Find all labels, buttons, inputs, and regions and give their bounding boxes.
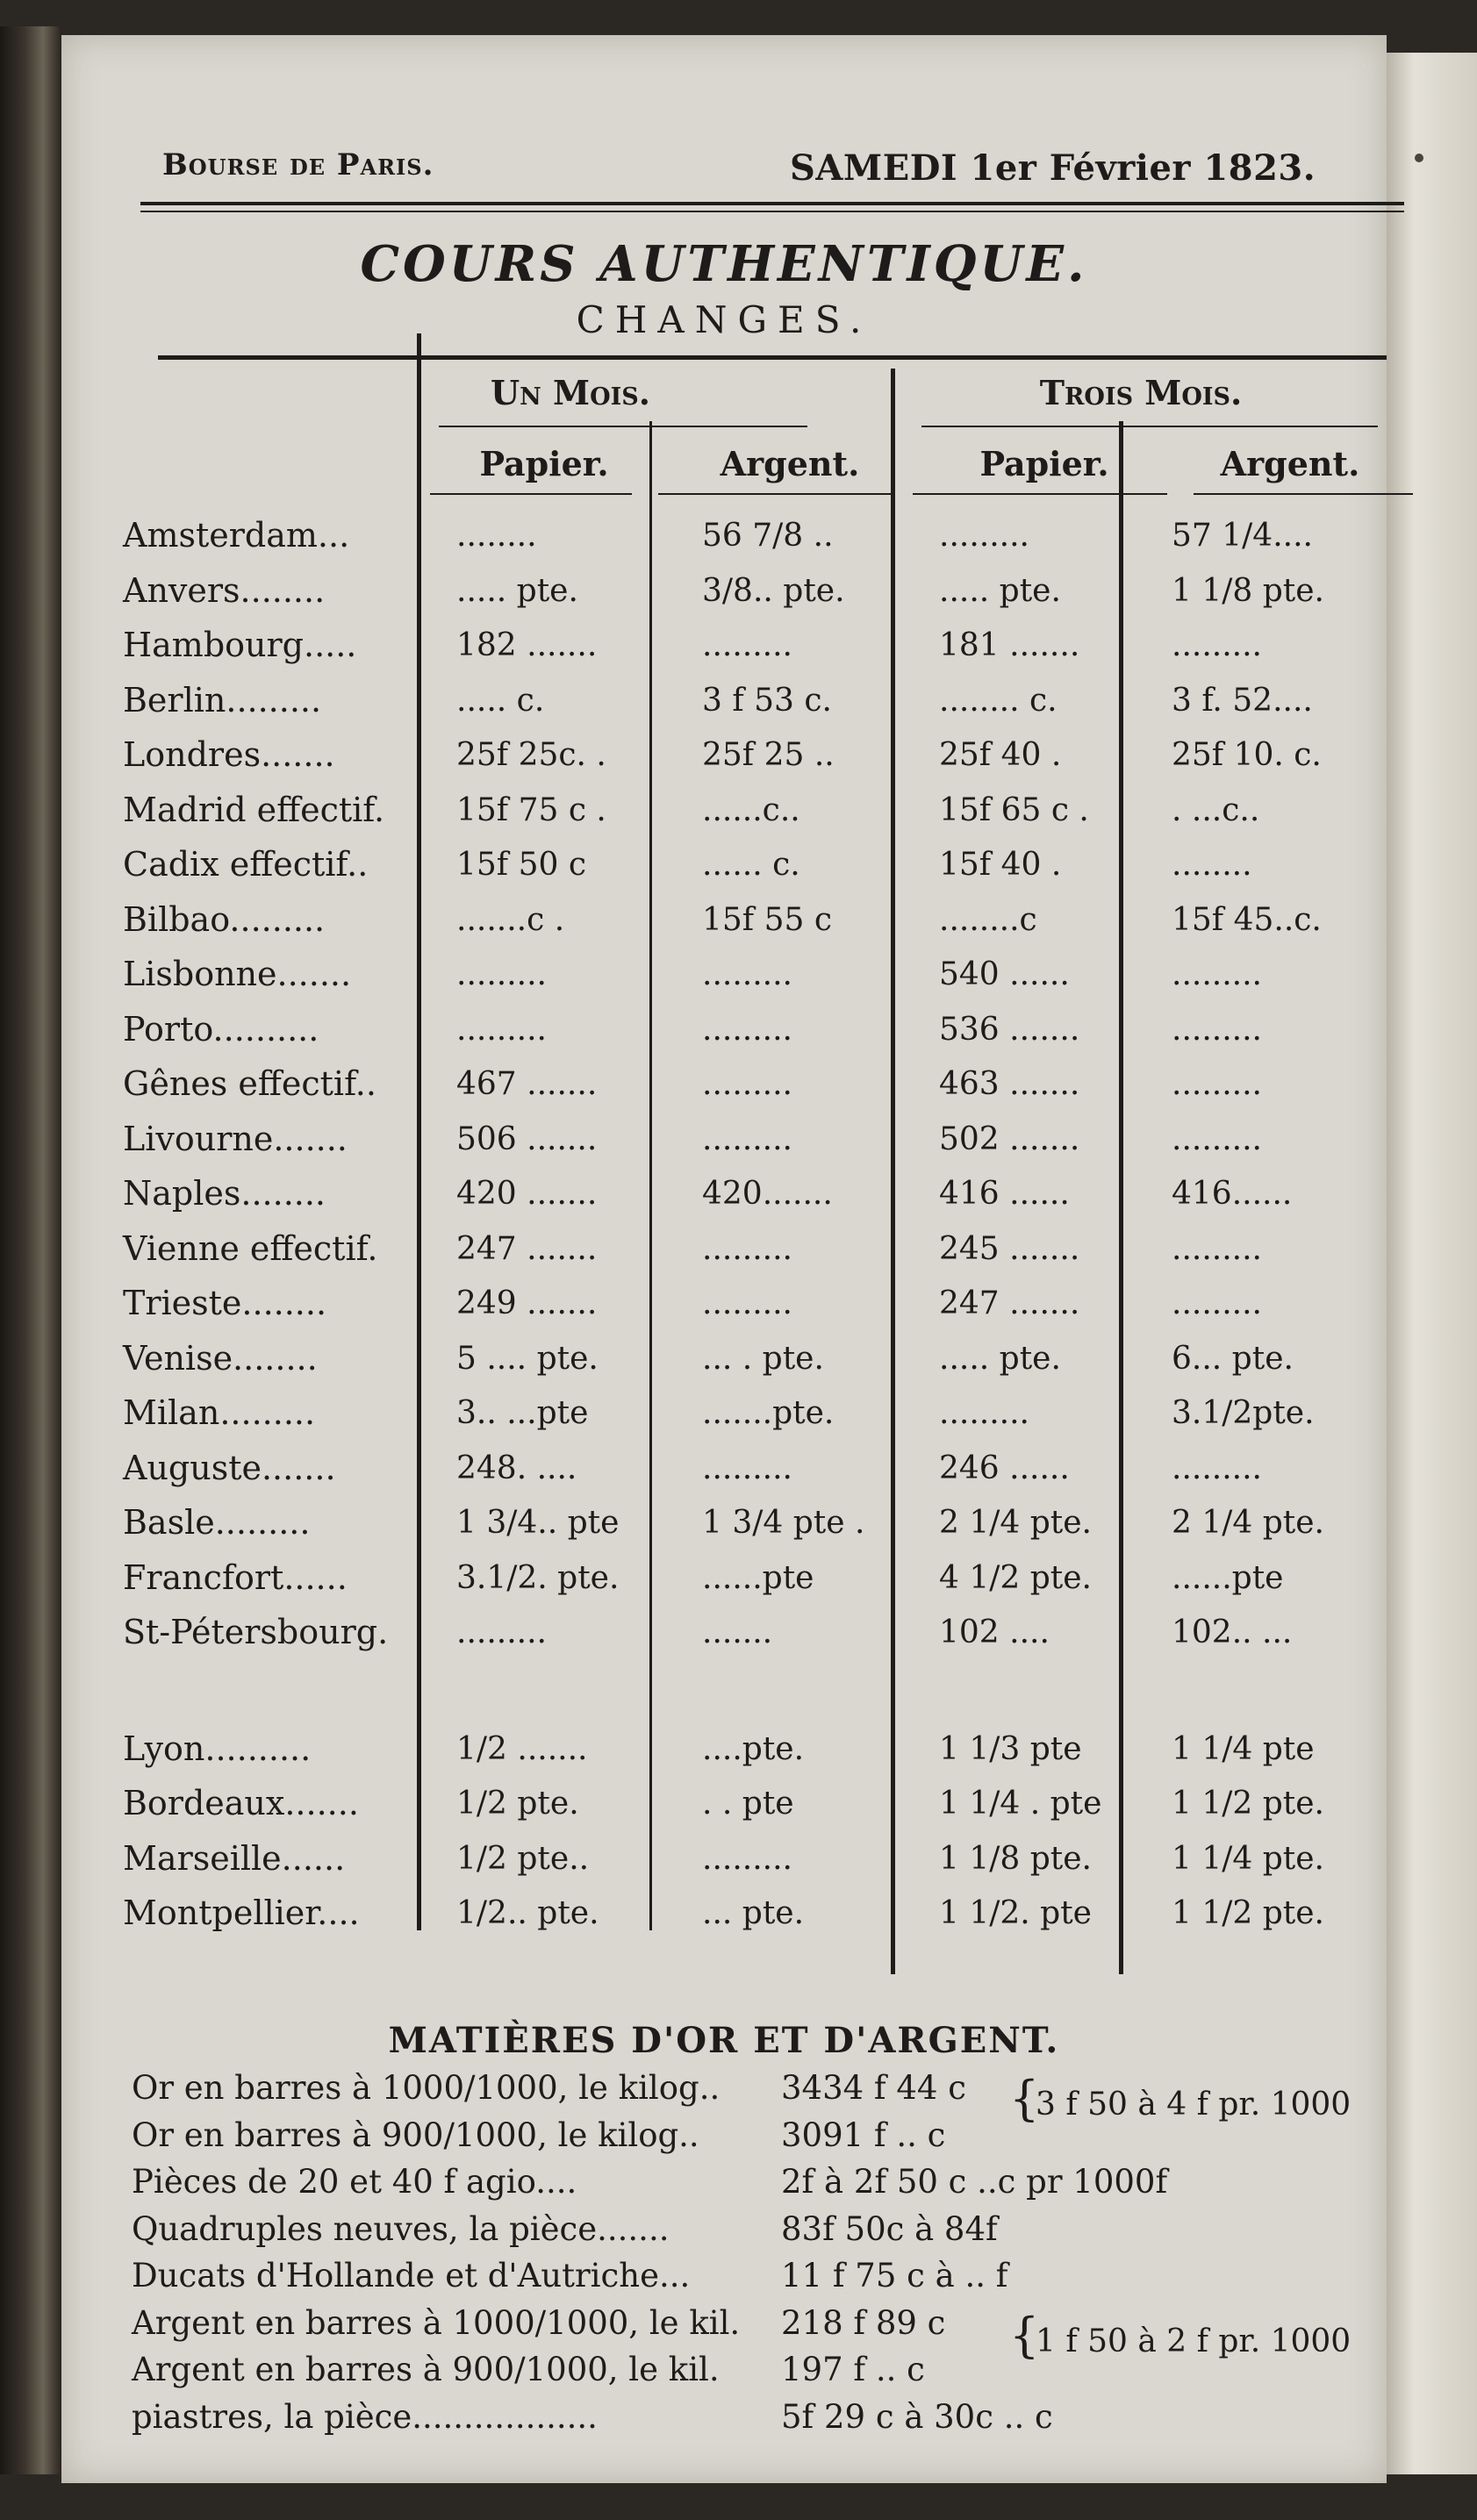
city-name: Marseille...... xyxy=(123,1838,346,1878)
rate-cell: 2 1/4 pte. xyxy=(1172,1505,1324,1541)
rate-cell: ......... xyxy=(702,1066,792,1102)
city-name: Londres....... xyxy=(123,735,335,774)
rate-cell: 248. .... xyxy=(456,1450,577,1486)
col-rule-2 xyxy=(658,493,895,495)
col-header-2: Argent. xyxy=(720,444,860,483)
rate-cell: ........ xyxy=(1172,847,1252,883)
page-subtitle: CHANGES. xyxy=(576,298,872,341)
rate-cell: ......... xyxy=(456,1011,547,1048)
rate-cell: .......c . xyxy=(456,901,565,938)
rate-cell: 416...... xyxy=(1172,1176,1293,1212)
city-name: Naples........ xyxy=(123,1174,326,1213)
matiere-price: 83f 50c à 84f xyxy=(781,2209,998,2248)
matiere-price: 11 f 75 c à .. f xyxy=(781,2257,1008,2294)
rate-cell: 102.. ... xyxy=(1172,1614,1293,1650)
rate-cell: ......pte xyxy=(702,1559,814,1596)
rate-cell: 25f 25 .. xyxy=(702,737,835,773)
note-silver: 1 f 50 à 2 f pr. 1000 xyxy=(1036,2323,1352,2359)
book-spine xyxy=(0,26,61,2474)
rate-cell: 25f 10. c. xyxy=(1172,737,1322,773)
brace-gold: { xyxy=(1009,2071,1040,2126)
header-rule xyxy=(140,202,1404,205)
group-rule-1 xyxy=(439,426,807,427)
rate-cell: 57 1/4.... xyxy=(1172,518,1313,554)
rate-cell: 1 1/2 pte. xyxy=(1172,1895,1324,1931)
rate-cell: ..... pte. xyxy=(939,1340,1061,1377)
rate-cell: ......... xyxy=(456,956,547,992)
rate-cell: 3 f 53 c. xyxy=(702,682,832,719)
rate-cell: 246 ...... xyxy=(939,1450,1070,1486)
rate-cell: ......... xyxy=(1172,1066,1262,1102)
rate-cell: 1 1/2 pte. xyxy=(1172,1786,1324,1822)
rate-cell: 25f 25c. . xyxy=(456,737,606,773)
rate-cell: 420....... xyxy=(702,1176,833,1212)
header-left: Bourse de Paris. xyxy=(162,147,434,183)
header-rule-thin xyxy=(140,211,1404,212)
rate-cell: ..... pte. xyxy=(456,572,578,609)
rate-cell: ....... xyxy=(702,1614,773,1650)
rate-cell: 463 ....... xyxy=(939,1066,1080,1102)
col-rule-4 xyxy=(1194,493,1413,495)
group-trois-mois: Trois Mois. xyxy=(1039,373,1243,412)
city-name: Trieste........ xyxy=(123,1284,327,1322)
city-name: Gênes effectif.. xyxy=(123,1064,376,1103)
title-rule xyxy=(158,355,1387,360)
rate-cell: ... . pte. xyxy=(702,1340,824,1377)
rate-cell: . ...c.. xyxy=(1172,791,1260,828)
rate-cell: 536 ....... xyxy=(939,1011,1080,1048)
rate-cell: 6... pte. xyxy=(1172,1340,1294,1377)
rate-cell: .......pte. xyxy=(702,1395,835,1431)
rate-cell: 1 1/4 . pte xyxy=(939,1786,1102,1822)
page-title: COURS AUTHENTIQUE. xyxy=(360,235,1088,293)
rate-cell: 506 ....... xyxy=(456,1120,598,1157)
rate-cell: 245 ....... xyxy=(939,1230,1080,1267)
rate-cell: ......... xyxy=(702,1840,792,1877)
rate-cell: ......... xyxy=(1172,1230,1262,1267)
city-name: Porto.......... xyxy=(123,1009,319,1049)
rate-cell: 15f 55 c xyxy=(702,901,832,938)
rate-cell: 502 ....... xyxy=(939,1120,1080,1157)
rate-cell: ........ xyxy=(456,518,537,554)
city-name: Anvers........ xyxy=(123,570,326,610)
rate-cell: 4 1/2 pte. xyxy=(939,1559,1092,1596)
rate-cell: 1/2 ....... xyxy=(456,1730,588,1767)
city-name: Venise........ xyxy=(123,1338,318,1378)
rate-cell: 247 ....... xyxy=(456,1230,598,1267)
rate-cell: 3/8.. pte. xyxy=(702,572,845,609)
city-name: Bordeaux....... xyxy=(123,1784,359,1822)
rate-cell: 540 ...... xyxy=(939,956,1070,992)
rate-cell: 1 1/4 pte xyxy=(1172,1730,1315,1767)
rate-cell: 1 1/3 pte xyxy=(939,1730,1082,1767)
city-name: Cadix effectif.. xyxy=(123,845,369,884)
header-date: SAMEDI 1er Février 1823. xyxy=(790,147,1316,189)
rate-cell: ......... xyxy=(702,1120,792,1157)
matiere-price: 5f 29 c à 30c .. c xyxy=(781,2397,1053,2436)
rate-cell: 3.1/2. pte. xyxy=(456,1559,620,1596)
matiere-label: Or en barres à 1000/1000, le kilog.. xyxy=(132,2069,721,2107)
rate-cell: 1/2 pte. xyxy=(456,1786,579,1822)
rate-cell: ......... xyxy=(702,1230,792,1267)
rate-cell: ..... c. xyxy=(456,682,545,719)
matiere-label: Quadruples neuves, la pièce....... xyxy=(132,2209,670,2248)
rate-cell: 249 ....... xyxy=(456,1285,598,1321)
rate-cell: 1 1/2. pte xyxy=(939,1895,1092,1931)
rate-cell: ......... xyxy=(1172,956,1262,992)
matiere-label: Argent en barres à 1000/1000, le kil. xyxy=(132,2303,741,2342)
rate-cell: 1/2 pte.. xyxy=(456,1840,590,1877)
rate-cell: 25f 40 . xyxy=(939,737,1062,773)
rate-cell: 15f 75 c . xyxy=(456,791,606,828)
page-edge xyxy=(1387,53,1477,2474)
rate-cell: ......... xyxy=(456,1614,547,1650)
city-name: Auguste....... xyxy=(123,1448,336,1487)
column-divider-4 xyxy=(1119,421,1123,1974)
city-name: Lyon.......... xyxy=(123,1729,312,1768)
city-name: Madrid effectif. xyxy=(123,790,385,829)
rate-cell: ......... xyxy=(1172,627,1262,663)
rate-cell: ... pte. xyxy=(702,1895,805,1931)
rate-cell: ......... xyxy=(702,956,792,992)
rate-cell: ...... c. xyxy=(702,847,800,883)
rate-cell: 3 f. 52.... xyxy=(1172,682,1313,719)
rate-cell: ......... xyxy=(1172,1011,1262,1048)
rate-cell: ......... xyxy=(702,627,792,663)
col-rule-3 xyxy=(913,493,1167,495)
rate-cell: 416 ...... xyxy=(939,1176,1070,1212)
city-name: Amsterdam... xyxy=(123,516,350,555)
column-divider-2 xyxy=(649,421,652,1930)
matiere-price: 218 f 89 c xyxy=(781,2303,946,2342)
rate-cell: 5 .... pte. xyxy=(456,1340,599,1377)
column-divider-3 xyxy=(891,369,895,1974)
city-name: Lisbonne....... xyxy=(123,955,352,993)
rate-cell: ......... xyxy=(702,1285,792,1321)
matiere-label: Or en barres à 900/1000, le kilog.. xyxy=(132,2116,699,2154)
rate-cell: 1/2.. pte. xyxy=(456,1895,599,1931)
rate-cell: 467 ....... xyxy=(456,1066,598,1102)
rate-cell: 1 1/8 pte. xyxy=(939,1840,1092,1877)
city-name: Francfort...... xyxy=(123,1557,348,1597)
matiere-price: 2f à 2f 50 c ..c pr 1000f xyxy=(781,2163,1168,2201)
rate-cell: ......... xyxy=(1172,1120,1262,1157)
matiere-price: 197 f .. c xyxy=(781,2351,925,2388)
city-name: Milan......... xyxy=(123,1393,316,1432)
matiere-label: Ducats d'Hollande et d'Autriche... xyxy=(132,2257,691,2294)
city-name: Berlin......... xyxy=(123,680,322,719)
note-gold: 3 f 50 à 4 f pr. 1000 xyxy=(1036,2087,1352,2123)
city-name: Montpellier.... xyxy=(123,1894,360,1932)
matiere-label: Argent en barres à 900/1000, le kil. xyxy=(132,2351,720,2388)
rate-cell: . . pte xyxy=(702,1786,794,1822)
rate-cell: ......c.. xyxy=(702,791,800,828)
rate-cell: ....pte. xyxy=(702,1730,805,1767)
rate-cell: 15f 45..c. xyxy=(1172,901,1322,938)
col-rule-1 xyxy=(430,493,632,495)
rate-cell: 56 7/8 .. xyxy=(702,518,834,554)
rate-cell: 3.. ...pte xyxy=(456,1395,589,1431)
col-header-3: Papier. xyxy=(979,444,1109,483)
city-name: Vienne effectif. xyxy=(123,1228,378,1268)
rate-cell: 1 3/4 pte . xyxy=(702,1505,865,1541)
document-page xyxy=(61,35,1387,2483)
city-name: Hambourg..... xyxy=(123,626,357,664)
rate-cell: 3.1/2pte. xyxy=(1172,1395,1315,1431)
brace-silver: { xyxy=(1009,2308,1040,2363)
city-name: Livourne....... xyxy=(123,1119,348,1158)
city-name: St-Pétersbourg. xyxy=(123,1613,389,1651)
rate-cell: ......... xyxy=(1172,1285,1262,1321)
matiere-price: 3434 f 44 c xyxy=(781,2069,966,2107)
rate-cell: ..... pte. xyxy=(939,572,1061,609)
rate-cell: 181 ....... xyxy=(939,627,1080,663)
rate-cell: 182 ....... xyxy=(456,627,598,663)
rate-cell: ......... xyxy=(939,518,1029,554)
group-rule-2 xyxy=(921,426,1378,427)
matieres-title: MATIÈRES D'OR ET D'ARGENT. xyxy=(388,2020,1060,2061)
matiere-price: 3091 f .. c xyxy=(781,2116,946,2154)
city-name: Bilbao......... xyxy=(123,899,326,939)
rate-cell: ......... xyxy=(702,1450,792,1486)
rate-cell: ......pte xyxy=(1172,1559,1284,1596)
rate-cell: 420 ....... xyxy=(456,1176,598,1212)
city-name: Basle......... xyxy=(123,1503,311,1542)
rate-cell: 102 .... xyxy=(939,1614,1050,1650)
rate-cell: 1 3/4.. pte xyxy=(456,1505,620,1541)
col-header-1: Papier. xyxy=(479,444,609,483)
rate-cell: ......... xyxy=(702,1011,792,1048)
col-header-4: Argent. xyxy=(1220,444,1360,483)
rate-cell: 1 1/4 pte. xyxy=(1172,1840,1324,1877)
rate-cell: 1 1/8 pte. xyxy=(1172,572,1324,609)
rate-cell: ......... xyxy=(939,1395,1029,1431)
rate-cell: 2 1/4 pte. xyxy=(939,1505,1092,1541)
rate-cell: 15f 65 c . xyxy=(939,791,1089,828)
rate-cell: 15f 40 . xyxy=(939,847,1062,883)
rate-cell: 247 ....... xyxy=(939,1285,1080,1321)
column-divider-1 xyxy=(417,333,421,1930)
rate-cell: 15f 50 c xyxy=(456,847,586,883)
matiere-label: piastres, la pièce.................. xyxy=(132,2397,598,2436)
group-un-mois: Un Mois. xyxy=(491,373,650,412)
rate-cell: ........c xyxy=(939,901,1037,938)
rate-cell: ........ c. xyxy=(939,682,1058,719)
matiere-label: Pièces de 20 et 40 f agio.... xyxy=(132,2163,577,2201)
rate-cell: ......... xyxy=(1172,1450,1262,1486)
ink-dot xyxy=(1415,154,1423,162)
